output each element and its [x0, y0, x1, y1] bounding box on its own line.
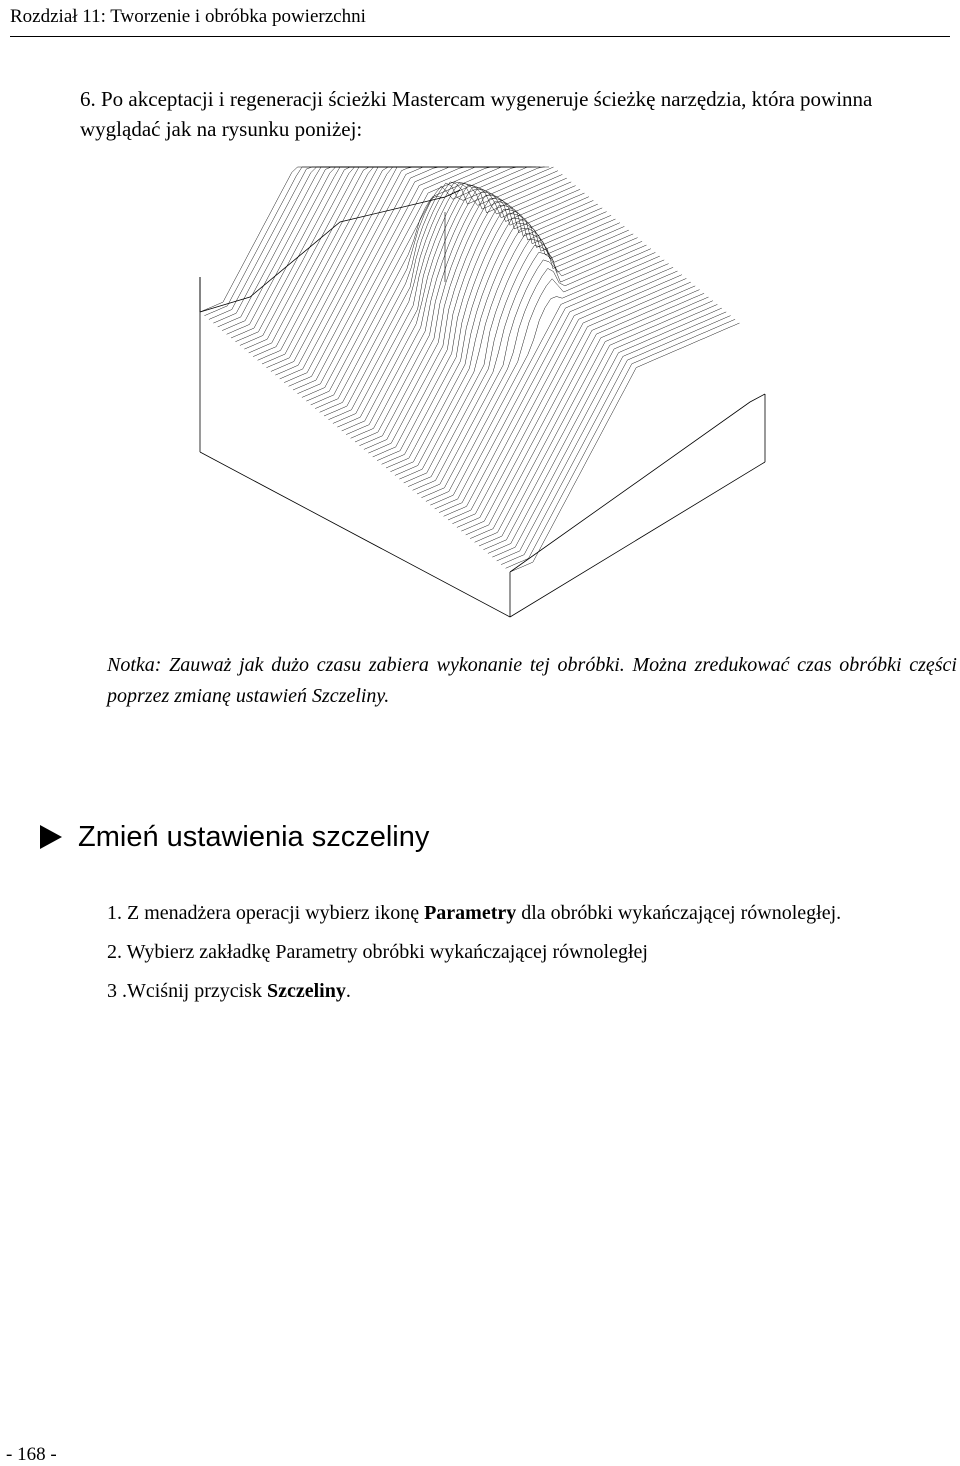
step-keyword: Parametry	[424, 902, 517, 924]
step-text: 3 .Wciśnij przycisk	[107, 980, 267, 1002]
section-title: Zmień ustawienia szczeliny	[78, 820, 430, 853]
toolpath-pass	[284, 167, 513, 383]
step-keyword: Szczeliny	[266, 980, 346, 1002]
toolpath-pass	[506, 319, 735, 568]
toolpath-pass	[510, 394, 765, 572]
step-text: 1. Z menadżera operacji wybierz ikonę	[107, 902, 425, 924]
toolpath-pass	[510, 323, 740, 572]
toolpath-wireframe-drawing	[190, 162, 780, 632]
step-text-end: .	[345, 980, 351, 1002]
toolpath-pass	[222, 167, 452, 331]
toolpath-pass	[280, 167, 510, 379]
toolpath-pass	[200, 167, 430, 312]
toolpath-pass	[289, 167, 518, 386]
toolpath-pass	[497, 312, 727, 561]
toolpath-pass	[382, 214, 611, 465]
toolpath-pass	[315, 167, 544, 409]
page-number: - 168 -	[6, 1444, 57, 1465]
toolpath-pass	[249, 167, 479, 353]
instruction-list	[107, 900, 957, 1017]
step-text: 2. Wybierz zakładkę Parametry obróbki wykańczającej równoległej	[107, 941, 648, 963]
page-header	[10, 2, 950, 37]
instruction-step	[107, 900, 957, 926]
toolpath-pass	[213, 167, 442, 323]
toolpath-pass	[302, 167, 532, 397]
toolpath-pass	[364, 198, 594, 449]
toolpath-pass	[320, 167, 549, 412]
toolpath-pass	[244, 167, 473, 349]
section-heading	[40, 815, 429, 859]
instruction-step	[107, 978, 957, 1004]
instruction-step	[107, 939, 957, 965]
step-text-end: dla obróbki wykańczającej równoległej.	[516, 902, 842, 924]
toolpath-pass	[227, 167, 457, 334]
play-triangle-icon	[40, 825, 62, 849]
note-text: Notka: Zauważ jak dużo czasu zabiera wykonanie tej obróbki. Można zredukować czas obróbki części poprzez zmianę ustawień Szczeliny.	[107, 654, 957, 707]
toolpath-pass	[293, 167, 523, 390]
toolpath-wireframe-figure	[190, 162, 780, 632]
step-6-text: 6. Po akceptacji i regeneracji ścieżki Mastercam wygeneruje ścieżkę narzędzia, która powinna wyglądać jak na rysunku poniżej:	[80, 87, 873, 141]
header-title: Rozdział 11: Tworzenie i obróbka powierzchni	[10, 6, 366, 27]
wireframe-line	[200, 452, 510, 617]
toolpath-pass	[297, 167, 527, 394]
